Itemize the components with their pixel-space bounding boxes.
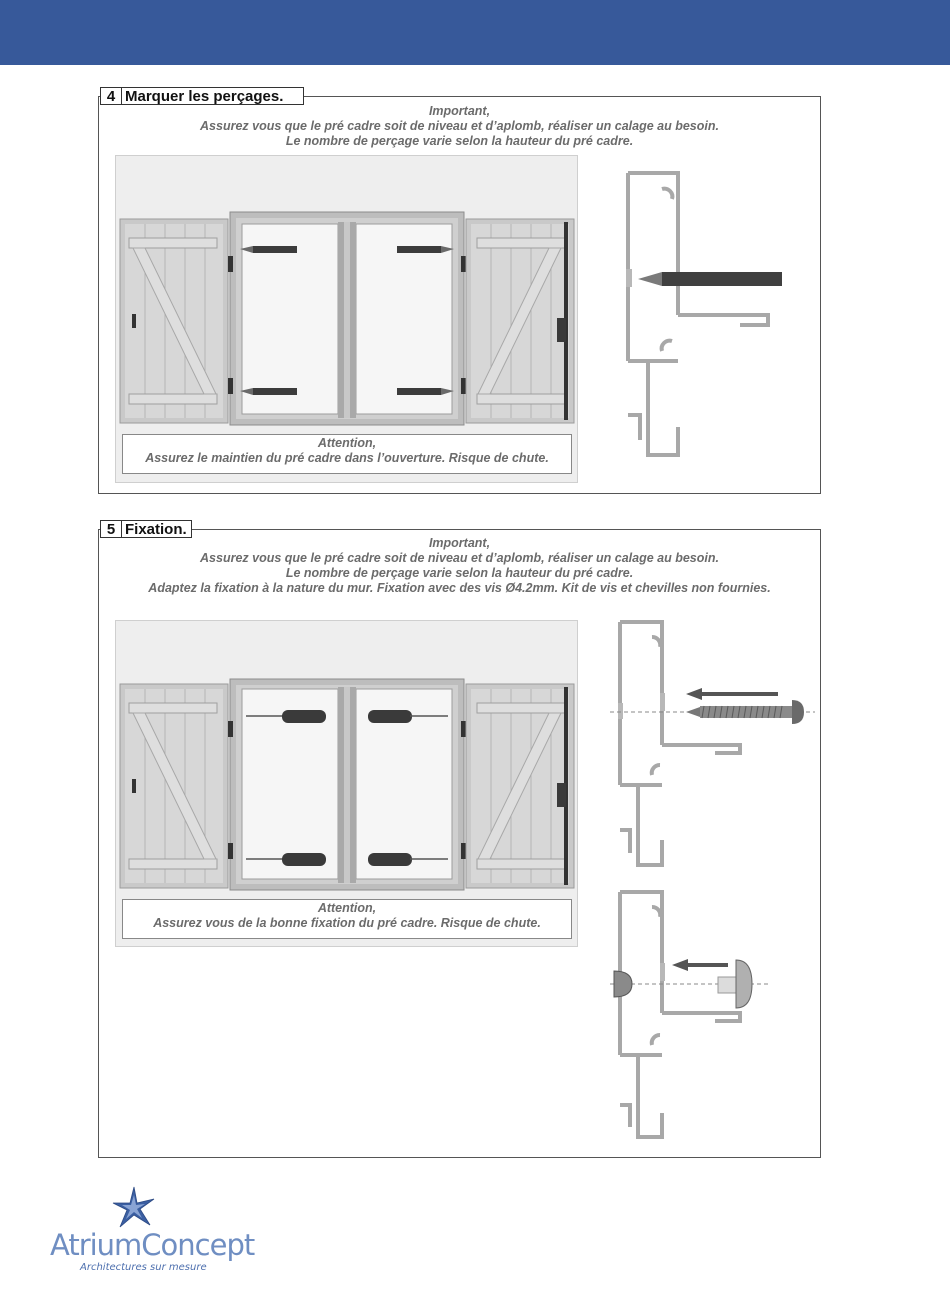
star-logo-icon [110,1185,158,1231]
header-bar [0,0,950,65]
cover-cap-icon [718,960,752,1008]
step-4-notes [99,104,820,149]
warning-line: Assurez vous de la bonne fixation du pré cadre. Risque de chute. [153,916,541,930]
note-line: Assurez vous que le pré cadre soit de niveau et d’aplomb, réaliser un calage au besoin. [200,119,719,133]
arrow-left-icon [672,959,728,971]
note-line: Adaptez la fixation à la nature du mur. Fixation avec des vis Ø4.2mm. Kit de vis et chevilles non fournies. [148,581,771,595]
arrow-left-icon [686,688,778,700]
note-line: Le nombre de perçage varie selon la hauteur du pré cadre. [285,566,634,580]
cover-cap-diagram [600,885,820,1145]
pencil-icon [638,272,782,286]
step-5-header [100,520,192,538]
note-line: Assurez vous que le pré cadre soit de niveau et d’aplomb, réaliser un calage au besoin. [200,551,719,565]
warning-line: Assurez le maintien du pré cadre dans l’ouverture. Risque de chute. [145,451,549,465]
screw-icon [686,700,804,724]
brand-tagline: Architectures sur mesure [80,1262,207,1273]
right-shutter [466,219,574,423]
warning-line: Attention, [317,436,377,450]
left-shutter [120,219,228,423]
note-line: Important, [428,536,491,550]
screw-fixing-diagram [600,615,820,870]
window-fixing-illustration [115,620,578,947]
frame-profile-diagram [600,165,800,465]
warning-box [122,434,572,474]
step-number: 5 [101,521,122,537]
right-shutter [466,684,574,888]
brand-name: AtriumConcept [50,1228,255,1262]
note-line: Le nombre de perçage varie selon la hauteur du pré cadre. [285,134,634,148]
warning-box [122,899,572,939]
step-title: Marquer les perçages. [125,87,284,105]
note-line: Important, [428,104,491,118]
window-marking-illustration [115,155,578,483]
step-5-notes [99,536,820,596]
left-shutter [120,684,228,888]
screw-head-icon [614,971,632,997]
step-number: 4 [101,88,122,104]
step-title: Fixation. [125,520,187,538]
step-4-header [100,87,304,105]
warning-line: Attention, [317,901,377,915]
